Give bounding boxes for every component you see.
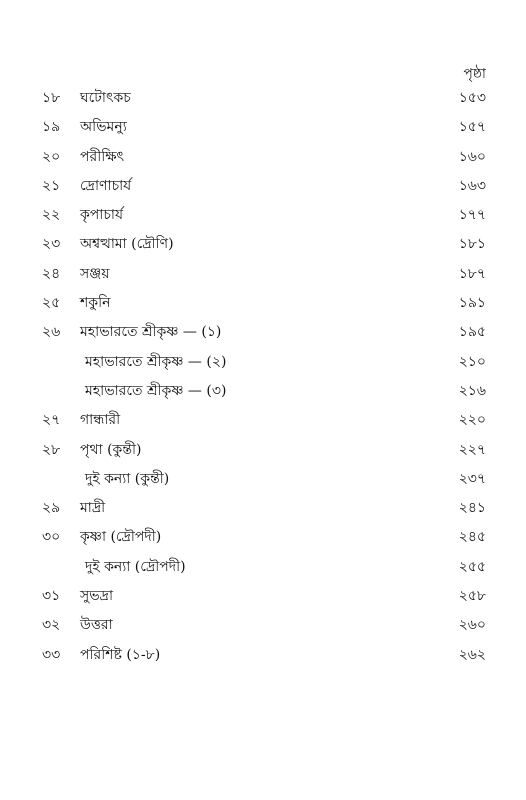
toc-row xyxy=(0,584,526,613)
toc-row xyxy=(0,320,526,349)
page-number: ২৪১ xyxy=(458,500,486,517)
toc-row xyxy=(0,525,526,554)
chapter-title: দুই কন্যা (দ্রৌপদী) xyxy=(85,558,186,575)
toc-row xyxy=(0,555,526,584)
toc-row xyxy=(0,291,526,320)
toc-row xyxy=(0,496,526,525)
page-number: ২১০ xyxy=(458,353,486,370)
chapter-number: ২৩ xyxy=(42,236,61,253)
chapter-number: ২৪ xyxy=(42,265,61,282)
page-number: ১৯৫ xyxy=(458,324,486,341)
chapter-number: ২৯ xyxy=(42,500,61,517)
chapter-title: মহাভারতে শ্রীকৃষ্ণ — (৩) xyxy=(85,382,227,399)
table-of-contents xyxy=(0,86,526,672)
page-number: ২৪৫ xyxy=(458,529,486,546)
page-number: ১৬৩ xyxy=(458,177,486,194)
page-number: ২৩৭ xyxy=(458,470,486,487)
page-number: ২৬০ xyxy=(458,617,486,634)
toc-row xyxy=(0,408,526,437)
chapter-number: ২৭ xyxy=(42,412,61,429)
chapter-title: কৃপাচার্য xyxy=(80,207,124,224)
chapter-number: ৩০ xyxy=(42,529,61,546)
chapter-title: পরিশিষ্ট (১-৮) xyxy=(80,646,161,663)
toc-row xyxy=(0,379,526,408)
toc-row xyxy=(0,174,526,203)
toc-row xyxy=(0,438,526,467)
page-number: ২৫৮ xyxy=(458,588,486,605)
chapter-number: ৩২ xyxy=(42,617,61,634)
chapter-number: ১৮ xyxy=(42,90,61,106)
toc-row xyxy=(0,467,526,496)
chapter-number: ২০ xyxy=(42,148,61,165)
chapter-title: পৃথা (কুন্তী) xyxy=(80,441,142,458)
chapter-title: অশ্বত্থামা (দ্রৌণি) xyxy=(80,236,174,253)
chapter-title: মাদ্রী xyxy=(80,500,106,517)
toc-row xyxy=(0,643,526,672)
toc-row xyxy=(0,613,526,642)
chapter-title: সুভদ্রা xyxy=(80,588,114,605)
chapter-number: ২৮ xyxy=(42,441,61,458)
chapter-title: দুই কন্যা (কুন্তী) xyxy=(85,470,170,487)
page-number: ২১৬ xyxy=(458,382,486,399)
chapter-number: ৩১ xyxy=(42,588,61,605)
page-number: ২৬২ xyxy=(458,646,486,663)
chapter-title: মহাভারতে শ্রীকৃষ্ণ — (২) xyxy=(85,353,227,370)
chapter-title: দ্রোণাচার্য xyxy=(80,177,132,194)
toc-row xyxy=(0,145,526,174)
toc-row xyxy=(0,232,526,261)
page-number: ২২৭ xyxy=(458,441,486,458)
chapter-title: অভিমন্যু xyxy=(80,119,127,136)
page-number: ২৫৫ xyxy=(458,558,486,575)
chapter-number: ১৯ xyxy=(42,119,61,136)
page-number: ১৭৭ xyxy=(458,207,486,224)
page-number: ১৮৭ xyxy=(458,265,486,282)
chapter-title: গান্ধারী xyxy=(80,412,121,429)
toc-row xyxy=(0,262,526,291)
chapter-title: ঘটোৎকচ xyxy=(80,90,131,106)
page-number: ১৫৭ xyxy=(458,119,486,136)
chapter-number: ২২ xyxy=(42,207,61,224)
chapter-number: ২৫ xyxy=(42,295,61,312)
page-number: ১৮১ xyxy=(458,236,486,253)
chapter-title: কৃষ্ণা (দ্রৌপদী) xyxy=(80,529,162,546)
chapter-number: ৩৩ xyxy=(42,646,61,663)
toc-row xyxy=(0,203,526,232)
chapter-number: ২১ xyxy=(42,177,61,194)
chapter-title: সঞ্জয় xyxy=(80,265,110,282)
page-number: ১৫৩ xyxy=(458,90,486,106)
page-number: ১৯১ xyxy=(458,295,486,312)
chapter-title: উত্তরা xyxy=(80,617,113,634)
toc-row xyxy=(0,115,526,144)
chapter-title: পরীক্ষিৎ xyxy=(80,148,125,165)
toc-row xyxy=(0,86,526,115)
chapter-title: শকুনি xyxy=(80,295,111,312)
page-number: ১৬০ xyxy=(458,148,486,165)
chapter-title: মহাভারতে শ্রীকৃষ্ণ — (১) xyxy=(80,324,222,341)
page-column-header: পৃষ্ঠা xyxy=(463,66,486,82)
page-number: ২২০ xyxy=(458,412,486,429)
chapter-number: ২৬ xyxy=(42,324,61,341)
toc-row xyxy=(0,350,526,379)
